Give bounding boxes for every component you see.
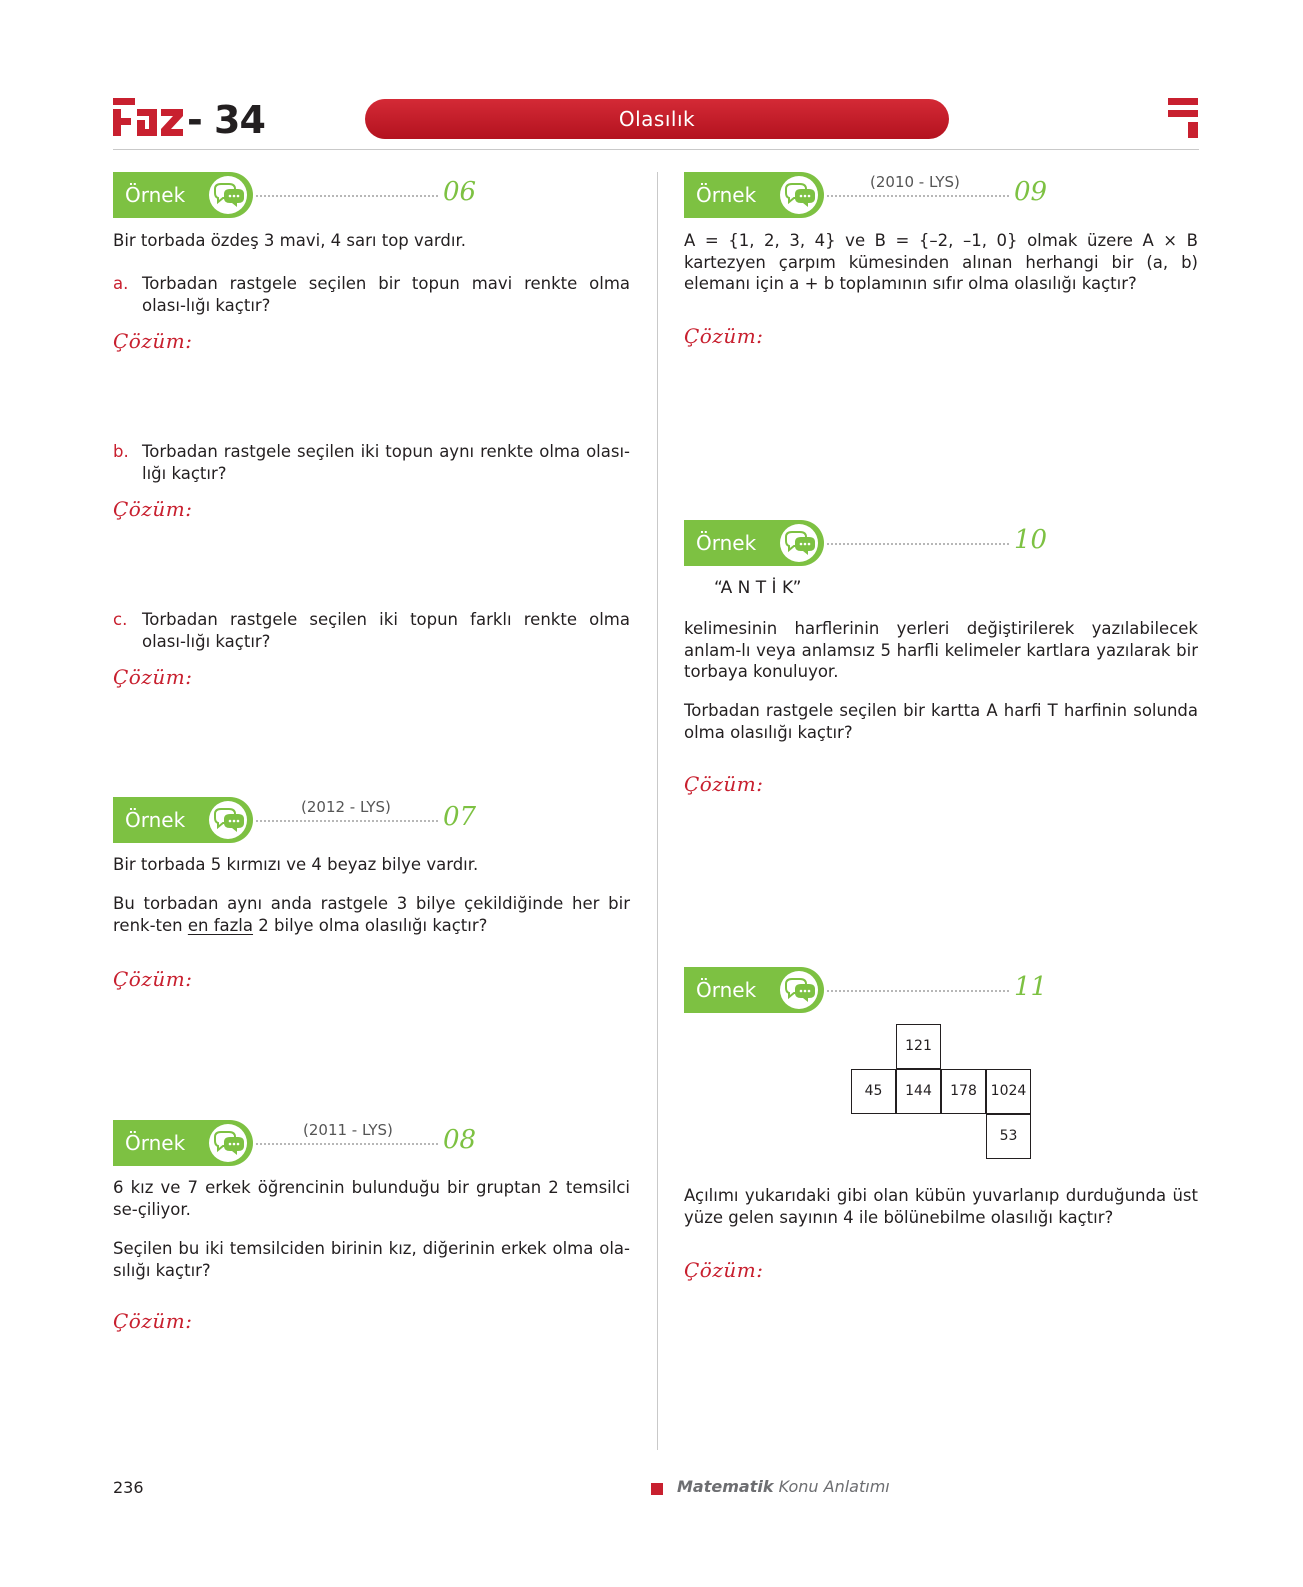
- solution-label: Çözüm:: [684, 324, 764, 348]
- item-b-letter: b.: [113, 442, 129, 461]
- net-cell-front: 144: [896, 1069, 941, 1114]
- corner-logo: [1168, 98, 1198, 138]
- example-number: 09: [1014, 177, 1048, 207]
- example-label: Örnek: [696, 183, 757, 207]
- item-c-letter: c.: [113, 610, 128, 629]
- example-10-header: [684, 520, 1048, 570]
- example-09-question: A = {1, 2, 3, 4} ve B = {–2, –1, 0} olmak üzere A × B kartezyen çarpım kümesinden alınan herhangi bir (a, b) elemanı için a + b toplamının sıfır olma olasılığı kaçtır?: [684, 231, 1198, 293]
- item-c-text: Torbadan rastgele seçilen iki topun farklı renkte olma olası-lığı kaçtır?: [142, 610, 630, 651]
- faz-logo: [113, 98, 183, 136]
- item-a-text: Torbadan rastgele seçilen bir topun mavi renkte olma olası-lığı kaçtır?: [142, 274, 630, 315]
- book-title-rest: Konu Anlatımı: [778, 1477, 890, 1496]
- question-part-2: 2 bilye olma olasılığı kaçtır?: [258, 915, 488, 935]
- item-b-text: Torbadan rastgele seçilen iki topun aynı renkte olma olası-lığı kaçtır?: [142, 442, 630, 483]
- example-07-header: [113, 797, 477, 847]
- net-cell-bottom: 53: [986, 1114, 1031, 1159]
- cube-net: [851, 1024, 1036, 1164]
- solution-label: Çözüm:: [113, 1309, 193, 1333]
- solution-label: Çözüm:: [684, 1258, 764, 1282]
- example-year: (2011 - LYS): [303, 1121, 393, 1139]
- solution-label: Çözüm:: [684, 772, 764, 796]
- example-10-question: Torbadan rastgele seçilen bir kartta A harfi T harfinin solunda olma olasılığı kaçtır?: [684, 701, 1198, 742]
- faz-number: - 34: [187, 98, 265, 142]
- solution-label: Çözüm:: [113, 329, 193, 353]
- example-dots: [256, 1143, 438, 1145]
- net-cell-left: 45: [851, 1069, 896, 1114]
- example-year: (2012 - LYS): [301, 798, 391, 816]
- example-number: 07: [443, 802, 477, 832]
- header-divider: [113, 149, 1199, 150]
- solution-label: Çözüm:: [113, 665, 193, 689]
- example-dots: [827, 990, 1009, 992]
- example-number: 11: [1014, 972, 1048, 1002]
- example-10-word: “A N T İ K”: [714, 578, 802, 598]
- example-07-intro: Bir torbada 5 kırmızı ve 4 beyaz bilye vardır.: [113, 855, 479, 874]
- example-dots: [256, 820, 438, 822]
- speech-bubble-icon: [206, 800, 250, 840]
- example-08-header: [113, 1120, 477, 1170]
- example-dots: [256, 195, 438, 197]
- book-title: [677, 1477, 890, 1496]
- example-dots: [827, 543, 1009, 545]
- solution-label: Çözüm:: [113, 967, 193, 991]
- example-label: Örnek: [696, 978, 757, 1002]
- net-cell-right: 178: [941, 1069, 986, 1114]
- topic-title: Olasılık: [365, 99, 949, 139]
- example-10-intro: kelimesinin harflerinin yerleri değiştirilerek yazılabilecek anlam-lı veya anlamsız 5 harfli kelimeler kartlara yazılarak bir torbaya konuluyor.: [684, 619, 1198, 681]
- example-08-intro: 6 kız ve 7 erkek öğrencinin bulunduğu bir gruptan 2 temsilci se-çiliyor.: [113, 1178, 630, 1219]
- example-label: Örnek: [125, 1131, 186, 1155]
- speech-bubble-icon: [777, 970, 821, 1010]
- example-08-question: Seçilen bu iki temsilciden birinin kız, diğerinin erkek olma ola-sılığı kaçtır?: [113, 1239, 630, 1280]
- speech-bubble-icon: [777, 523, 821, 563]
- page-number: 236: [113, 1478, 144, 1497]
- question-emphasis: en fazla: [187, 915, 254, 935]
- example-11-header: [684, 967, 1048, 1017]
- net-cell-back: 1024: [986, 1069, 1031, 1114]
- example-number: 06: [443, 177, 477, 207]
- example-06-intro: Bir torbada özdeş 3 mavi, 4 sarı top vardır.: [113, 231, 466, 250]
- example-dots: [827, 195, 1009, 197]
- footer-square-icon: [651, 1483, 663, 1495]
- column-divider: [657, 172, 658, 1450]
- example-11-question: Açılımı yukarıdaki gibi olan kübün yuvarlanıp durduğunda üst yüze gelen sayının 4 ile bölünebilme olasılığı kaçtır?: [684, 1186, 1198, 1227]
- example-07-question: [113, 893, 630, 936]
- net-cell-top: 121: [896, 1024, 941, 1069]
- example-label: Örnek: [125, 183, 186, 207]
- solution-label: Çözüm:: [113, 497, 193, 521]
- question-part-1: Bu torbadan aynı anda rastgele 3 bilye çekildiğinde her bir renk-ten: [113, 894, 630, 935]
- speech-bubble-icon: [777, 175, 821, 215]
- example-06-header: [113, 172, 477, 222]
- example-number: 08: [443, 1125, 477, 1155]
- book-title-bold: Matematik: [677, 1477, 774, 1496]
- example-number: 10: [1014, 525, 1048, 555]
- example-09-header: [684, 172, 1048, 222]
- example-label: Örnek: [696, 531, 757, 555]
- item-a-letter: a.: [113, 274, 129, 293]
- example-label: Örnek: [125, 808, 186, 832]
- speech-bubble-icon: [206, 1123, 250, 1163]
- speech-bubble-icon: [206, 175, 250, 215]
- example-year: (2010 - LYS): [870, 173, 960, 191]
